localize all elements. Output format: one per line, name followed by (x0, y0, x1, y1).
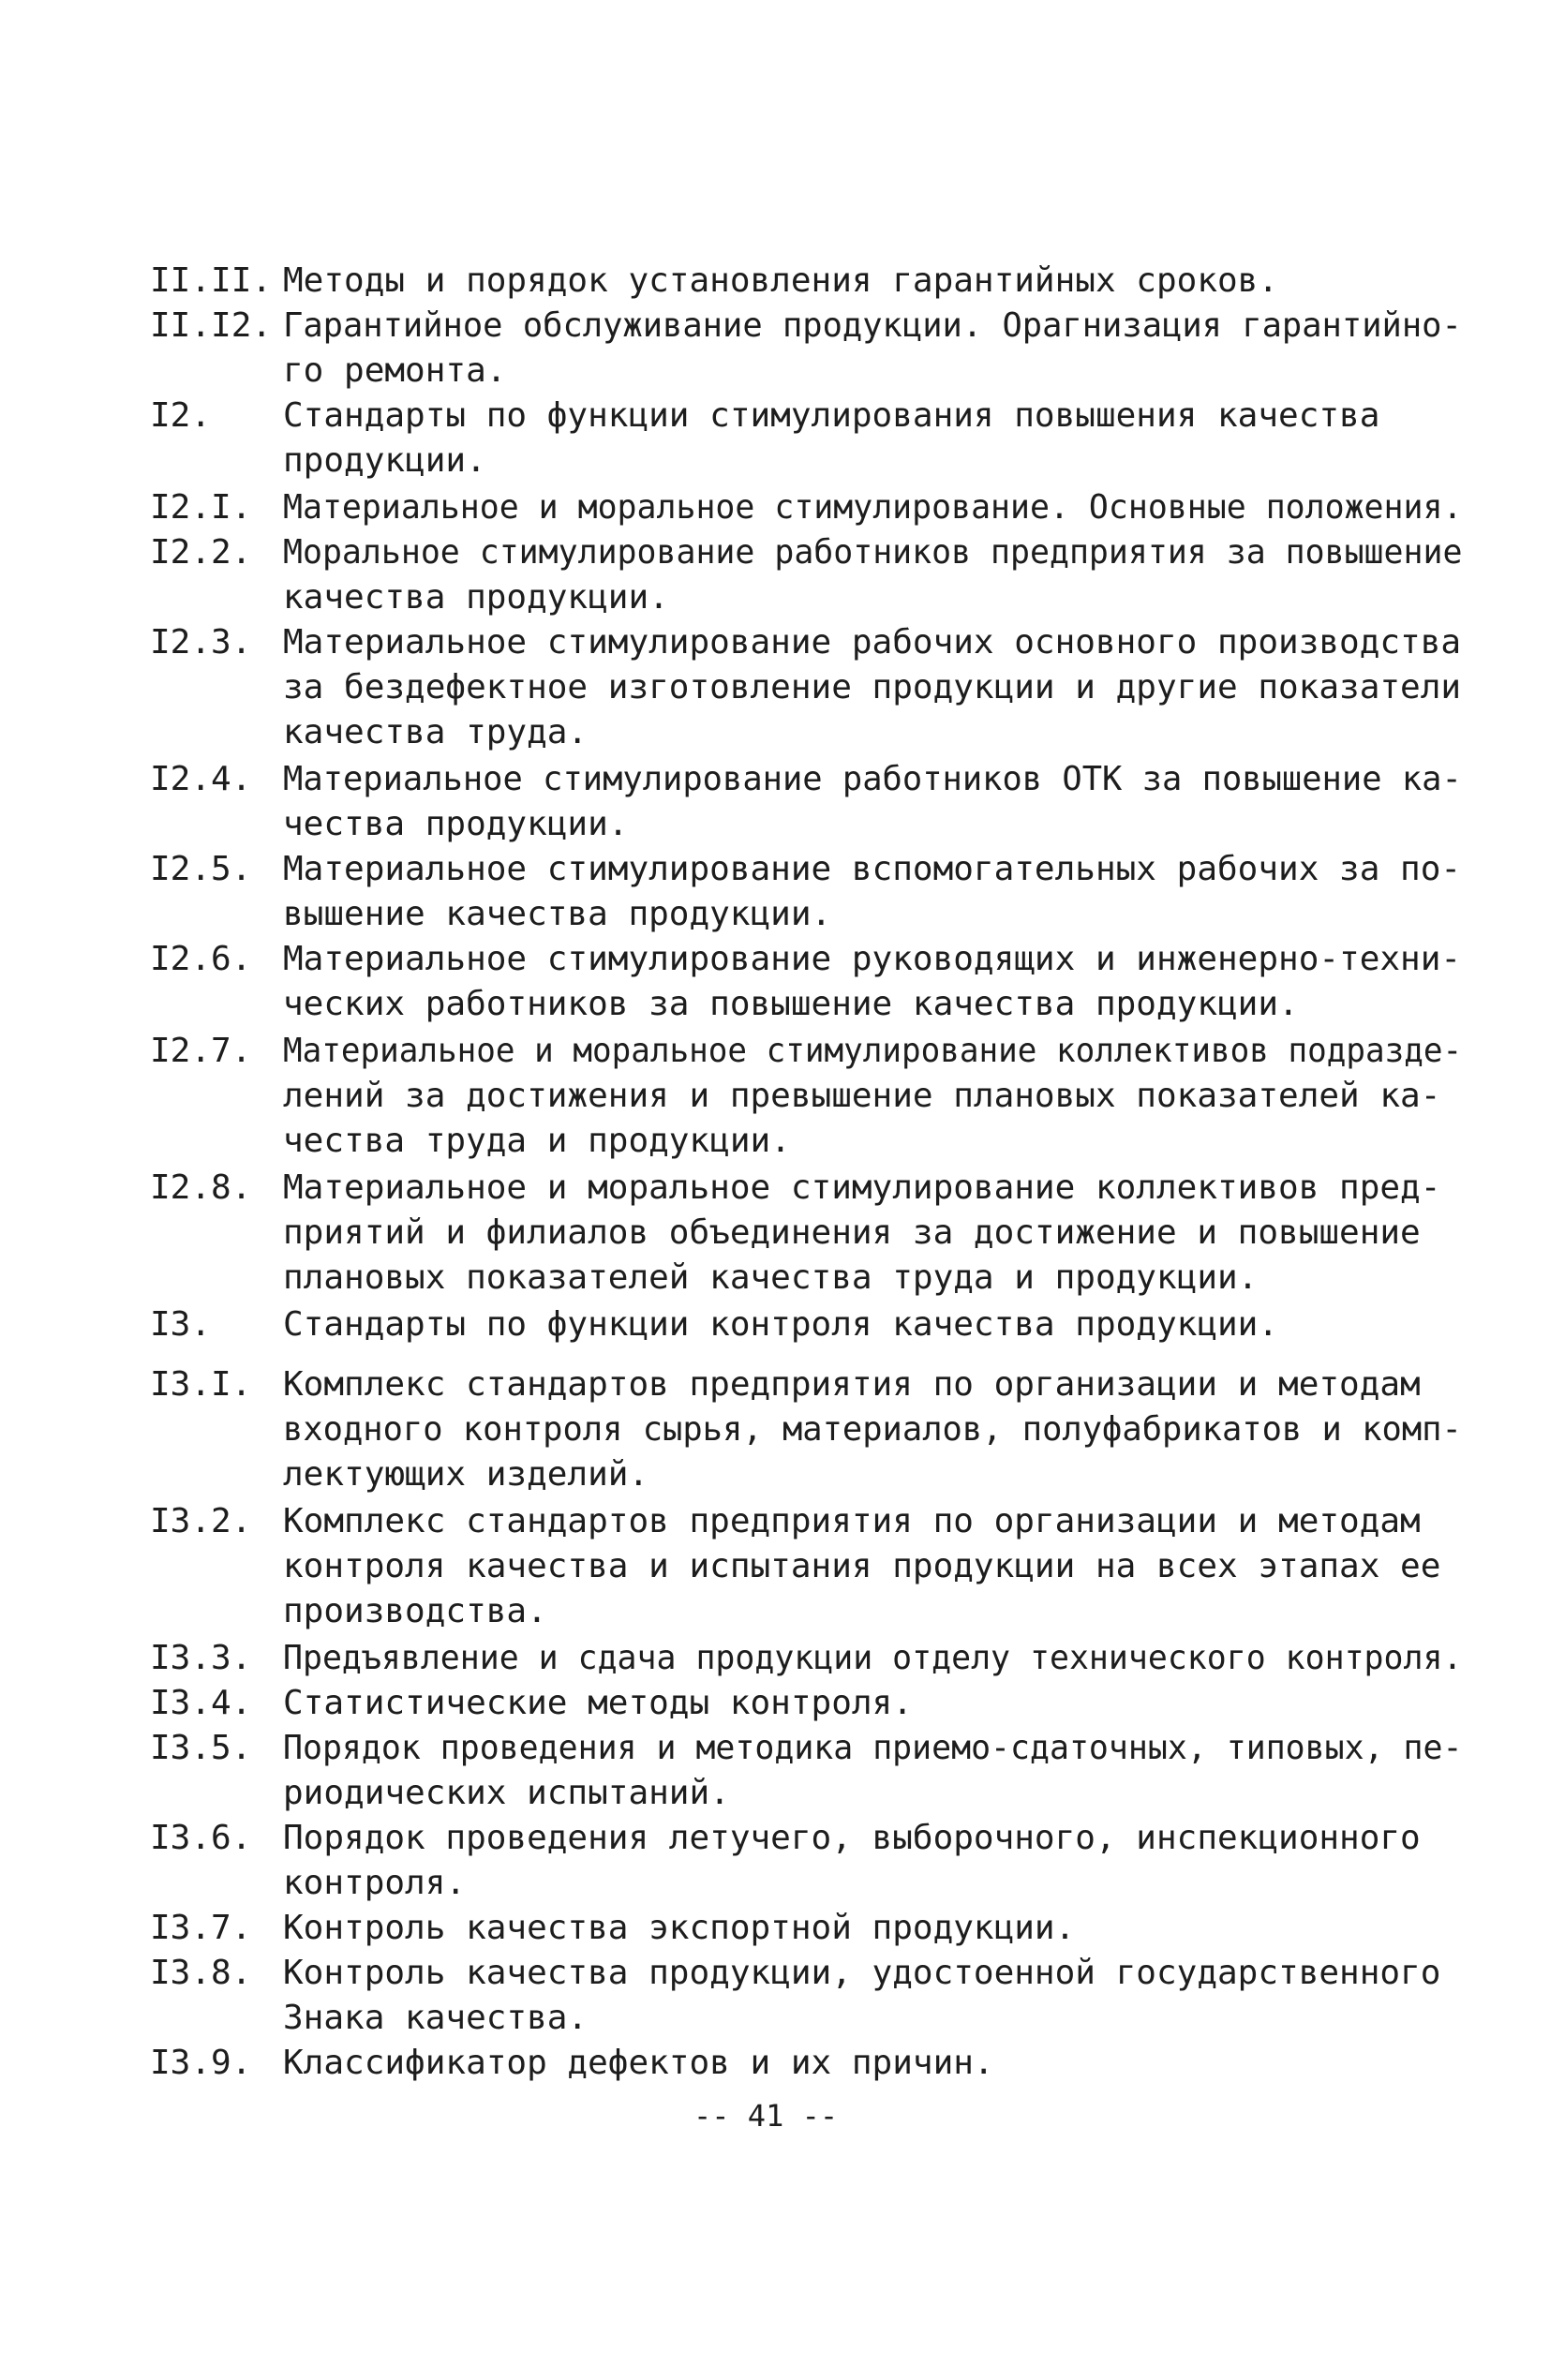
list-item (0, 1302, 1550, 1347)
list-item (0, 530, 1550, 620)
item-number: II.I2. (150, 306, 273, 345)
item-number: I3. (150, 1305, 212, 1344)
item-number: I3.5. (150, 1729, 252, 1767)
item-text-line: Предъявление и сдача продукции отделу технического контроля. (283, 1639, 1463, 1677)
item-text-line: риодических испытаний. (283, 1774, 730, 1812)
item-text-line: плановых показателей качества труда и продукции. (283, 1258, 1259, 1297)
item-text-line: Комплекс стандартов предприятия по организации и методам (283, 1365, 1421, 1404)
list-item (0, 304, 1550, 394)
list-item (0, 1362, 1550, 1497)
item-text-line: Контроль качества продукции, удостоенной государственного (283, 1954, 1441, 1992)
item-number: I2.4. (150, 760, 252, 798)
item-text-line: Стандарты по функции контроля качества продукции. (283, 1305, 1279, 1344)
item-text-line: Моральное стимулирование работников предприятия за повышение (283, 533, 1463, 572)
item-text-line: Порядок проведения летучего, выборочного, инспекционного (283, 1819, 1421, 1857)
item-number: I3.2. (150, 1502, 252, 1540)
item-text-line: Порядок проведения и методика приемо-сдаточных, типовых, пе- (283, 1729, 1463, 1767)
item-text-line: за бездефектное изготовление продукции и другие показатели (283, 668, 1462, 707)
list-item (0, 1816, 1550, 1906)
item-number: I3.3. (150, 1639, 252, 1677)
list-item (0, 757, 1550, 847)
item-text-line: Материальное и моральное стимулирование коллективов подразде- (283, 1032, 1463, 1070)
item-text-line: продукции. (283, 441, 486, 480)
item-text-line: го ремонта. (283, 351, 507, 390)
item-text-line: вышение качества продукции. (283, 895, 832, 933)
item-number: I2.8. (150, 1168, 252, 1207)
item-text-line: контроля качества и испытания продукции на всех этапах ее (283, 1547, 1441, 1585)
item-text-line: Контроль качества экспортной продукции. (283, 1909, 1076, 1947)
item-number: I3.4. (150, 1684, 252, 1722)
item-text-line: Стандарты по функции стимулирования повышения качества (283, 396, 1380, 435)
list-item (0, 1726, 1550, 1816)
item-number: I3.I. (150, 1365, 252, 1404)
list-item (0, 2041, 1550, 2086)
item-number: I2.5. (150, 850, 252, 888)
item-text-line: входного контроля сырья, материалов, полуфабрикатов и комп- (283, 1410, 1462, 1449)
list-item (0, 1029, 1550, 1164)
item-number: I3.8. (150, 1954, 252, 1992)
item-text-line: Методы и порядок установления гарантийных сроков. (283, 261, 1279, 300)
list-item (0, 1681, 1550, 1726)
list-item (0, 394, 1550, 483)
item-text-line: Статистические методы контроля. (283, 1684, 913, 1722)
item-text-line: Материальное и моральное стимулирование коллективов пред- (283, 1168, 1441, 1207)
item-text-line: лектующих изделий. (283, 1455, 649, 1494)
item-text-line: Материальное стимулирование рабочих основного производства (283, 623, 1462, 662)
list-item (0, 1636, 1550, 1681)
item-text-line: Материальное стимулирование работников ОТК за повышение ка- (283, 760, 1462, 798)
item-number: I3.7. (150, 1909, 252, 1947)
list-item (0, 1166, 1550, 1301)
item-text-line: Материальное стимулирование руководящих и инженерно-техни- (283, 940, 1462, 978)
list-item (0, 259, 1550, 304)
item-text-line: приятий и филиалов объединения за достижение и повышение (283, 1213, 1421, 1252)
item-text-line: контроля. (283, 1864, 467, 1902)
item-text-line: Знака качества. (283, 1999, 589, 2037)
item-text-line: Комплекс стандартов предприятия по организации и методам (283, 1502, 1421, 1540)
item-number: I2.I. (150, 488, 252, 527)
list-item (0, 620, 1550, 755)
item-text-line: Классификатор дефектов и их причин. (283, 2044, 994, 2082)
item-number: I2.3. (150, 623, 252, 662)
item-text-line: чества труда и продукции. (283, 1122, 791, 1160)
item-number: I2.7. (150, 1032, 252, 1070)
item-text-line: ческих работников за повышение качества продукции. (283, 985, 1299, 1023)
list-item (0, 1951, 1550, 2041)
item-number: II.II. (150, 261, 273, 300)
item-number: I3.9. (150, 2044, 252, 2082)
item-text-line: Материальное и моральное стимулирование. Основные положения. (283, 488, 1463, 527)
item-number: I2. (150, 396, 212, 435)
list-item (0, 1906, 1550, 1951)
item-text-line: Гарантийное обслуживание продукции. Орагнизация гарантийно- (283, 306, 1462, 345)
page-number: -- 41 -- (693, 2098, 839, 2134)
list-item (0, 847, 1550, 937)
list-item (0, 937, 1550, 1027)
list-item (0, 1499, 1550, 1634)
item-text-line: качества продукции. (283, 578, 669, 617)
item-number: I2.2. (150, 533, 252, 572)
item-text-line: лений за достижения и превышение плановых показателей ка- (283, 1077, 1441, 1115)
list-item (0, 485, 1550, 530)
item-number: I2.6. (150, 940, 252, 978)
item-text-line: Материальное стимулирование вспомогательных рабочих за по- (283, 850, 1462, 888)
item-text-line: производства. (283, 1592, 547, 1630)
item-text-line: качества труда. (283, 713, 589, 751)
item-number: I3.6. (150, 1819, 252, 1857)
item-text-line: чества продукции. (283, 805, 629, 843)
